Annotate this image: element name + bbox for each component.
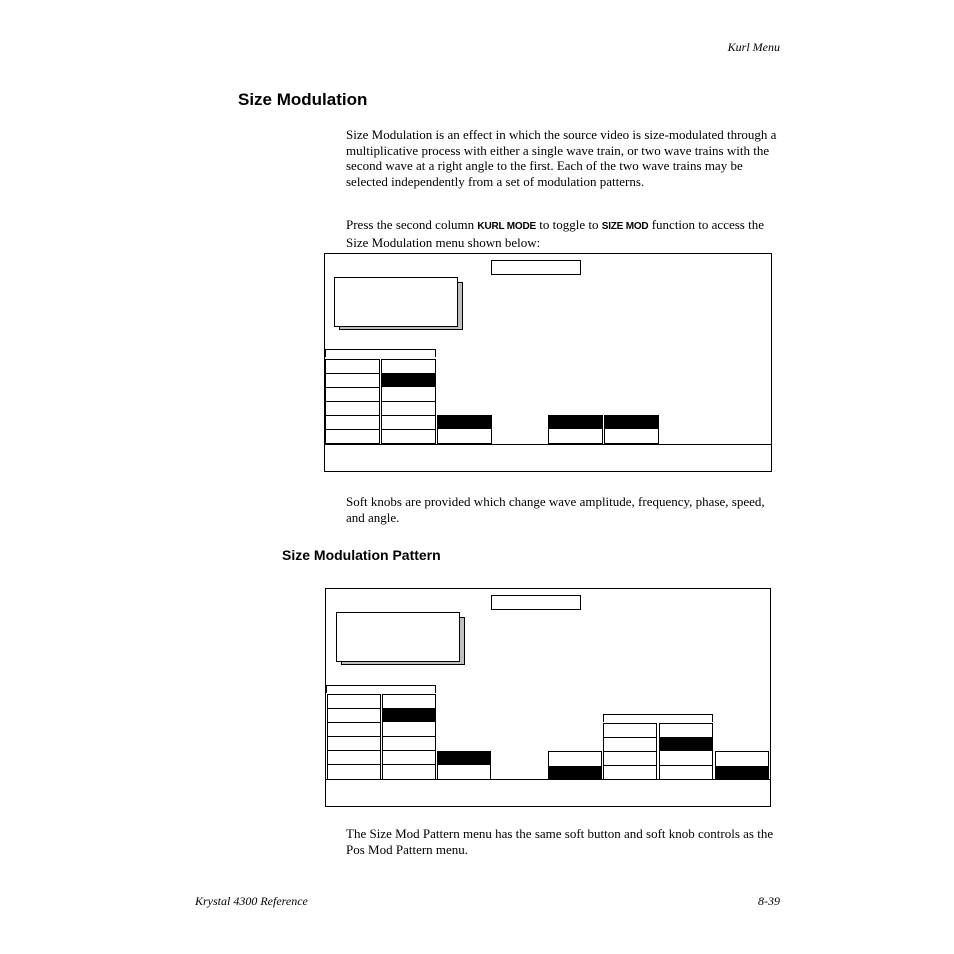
subsection-title: Size Modulation Pattern bbox=[282, 547, 441, 563]
selected-pattern-button bbox=[660, 738, 712, 751]
soft-button-column-2 bbox=[382, 694, 436, 780]
knobs-paragraph: Soft knobs are provided which change wave amplitude, frequency, phase, speed, and angle. bbox=[346, 494, 765, 525]
soft-button-column-1 bbox=[327, 694, 381, 780]
column-header-line bbox=[326, 685, 436, 686]
size-modulation-menu-diagram bbox=[324, 253, 772, 472]
soft-button-col8 bbox=[715, 751, 769, 780]
status-box bbox=[336, 612, 460, 662]
soft-button-column-2 bbox=[381, 359, 436, 444]
press-text-3: function to access the Size Modulation menu shown below: bbox=[346, 217, 764, 250]
press-paragraph bbox=[346, 217, 786, 250]
size-mod-pattern-menu-diagram bbox=[325, 588, 771, 807]
closing-paragraph: The Size Mod Pattern menu has the same soft button and soft knob controls as the Pos Mod Pattern menu. bbox=[346, 826, 774, 857]
running-header: Kurl Menu bbox=[727, 40, 780, 54]
status-box bbox=[334, 277, 458, 327]
footer-book-title: Krystal 4300 Reference bbox=[195, 894, 308, 908]
pattern-column-2 bbox=[659, 723, 713, 780]
pattern-column-header-line bbox=[603, 714, 713, 715]
soft-button-col6 bbox=[604, 415, 659, 444]
soft-button-col3 bbox=[437, 415, 492, 444]
menu-title-box bbox=[491, 595, 581, 610]
pattern-column-1 bbox=[603, 723, 657, 780]
soft-button-col5 bbox=[548, 751, 602, 780]
soft-button-col5 bbox=[548, 415, 603, 444]
page-number: 8-39 bbox=[758, 894, 780, 908]
selected-button bbox=[383, 709, 435, 722]
section-title: Size Modulation bbox=[238, 90, 368, 109]
selected-button bbox=[382, 374, 435, 387]
kurl-mode-keyword: KURL MODE bbox=[477, 221, 536, 232]
soft-button-column-1 bbox=[325, 359, 380, 444]
menu-title-box bbox=[491, 260, 581, 275]
press-text-2: to toggle to bbox=[536, 217, 602, 232]
knob-row-divider bbox=[325, 444, 771, 445]
soft-button-col3 bbox=[437, 751, 491, 780]
size-mod-keyword: SIZE MOD bbox=[601, 221, 649, 232]
intro-paragraph: Size Modulation is an effect in which the source video is size-modulated through a multiplicative process with either a single wave train, or two wave trains with the second wave at a right angle to the first. Each of the two wave trains may be selected independently from a set of modulation patterns. bbox=[346, 127, 777, 189]
press-text-1: Press the second column bbox=[346, 217, 478, 232]
knob-row-divider bbox=[326, 779, 770, 780]
column-header-line bbox=[325, 349, 436, 350]
